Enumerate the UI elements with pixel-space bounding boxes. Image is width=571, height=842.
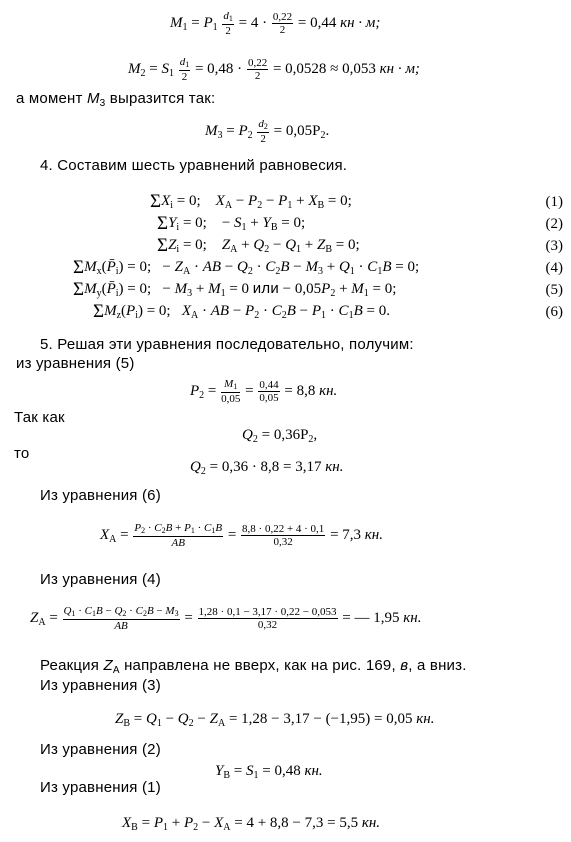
equation-5: $\Sigma M_y(P̄_i) = 0$; − $M_3 + M_1 = 0$ или − $0,05P_2 + M_1 = 0$; <box>73 279 397 300</box>
from-eq1: Из уравнения (1) <box>40 779 161 796</box>
from-eq4: Из уравнения (4) <box>40 571 161 588</box>
from-eq3: Из уравнения (3) <box>40 677 161 694</box>
so-text: Так как <box>14 409 65 426</box>
equation-5-number: (5) <box>545 282 563 298</box>
equation-6-number: (6) <box>545 304 563 320</box>
equation-4: $\Sigma M_x(P̄_i) = 0$; − $Z_A$ · AB − $Q_2 \cdot C_2B - M_3 + Q_1 \cdot C_1B = 0$; <box>73 257 420 278</box>
za-formula: $Z_A$ = $\frac{Q_1 \cdot C_1B - Q_2 \cdot C_2B - M_3}{AB}$ = $\frac{1,28 \cdot 0,1 - 3,17 \cdot 0,22 - 0,053}{0,32}$ = — 1,95 кн. <box>30 605 422 632</box>
p2-formula: $P_2$ = $\frac{M_1}{0,05}$ = $\frac{0,44}{0,05}$ = 8,8 кн. <box>190 378 338 405</box>
reaction-note: Реакция $Z_A$ направлена не вверх, как на рис. 169, в, а вниз. <box>40 657 467 676</box>
equation-2-number: (2) <box>545 216 563 232</box>
from-eq5: из уравнения (5) <box>16 355 135 372</box>
section4-heading: 4. Составим шесть уравнений равновесия. <box>40 157 348 174</box>
from-eq6: Из уравнения (6) <box>40 487 161 504</box>
xb-formula: $X_B = P_1 + P_2 - X_A = 4 + 8,8 - 7,3 = 5,5$ кн. <box>122 815 381 833</box>
formula-m1: $M_1 = P_1$ $\frac{d_1}{2}$ = 4 · $\frac{0,22}{2}$ = 0,44 кн · м; <box>170 10 381 37</box>
m3-intro: а момент $M_3$ выразится так: <box>16 90 216 109</box>
equation-1-number: (1) <box>545 194 563 210</box>
q2-calc: $Q_2 = 0,36 \cdot 8,8 = 3,17$ кн. <box>190 459 344 477</box>
equation-3-number: (3) <box>545 238 563 254</box>
equation-6: $\Sigma M_z(P_i) = 0$; $X_A$ · AB − $P_2 \cdot C_2B - P_1 \cdot C_1B = 0$. <box>93 301 390 322</box>
equation-4-number: (4) <box>545 260 563 276</box>
q2-relation: $Q_2 = 0,36P_2$, <box>242 427 318 445</box>
from-eq2: Из уравнения (2) <box>40 741 161 758</box>
equation-1: $\Sigma X_i = 0$; $X_A - P_2 - P_1 + X_B = 0$; <box>150 191 352 212</box>
yb-formula: $Y_B = S_1 = 0,48$ кн. <box>215 763 323 781</box>
formula-m3: $M_3 = P_2$ $\frac{d_2}{2}$ = $0,05P_2$. <box>205 118 330 145</box>
zb-formula: $Z_B = Q_1 - Q_2 - Z_A = 1,28 - 3,17 - (-1,95) = 0,05$ кн. <box>115 711 435 729</box>
formula-m2: $M_2 = S_1$ $\frac{d_1}{2}$ = 0,48 · $\frac{0,22}{2}$ = 0,0528 ≈ 0,053 кн · м; <box>128 56 420 83</box>
xa-formula: $X_A$ = $\frac{P_2 \cdot C_2B + P_1 \cdot C_1B}{AB}$ = $\frac{8,8 \cdot 0,22 + 4 \cdot 0,1}{0,32}$ = 7,3 кн. <box>100 522 383 549</box>
equation-3: $\Sigma Z_i = 0$; $Z_A + Q_2 - Q_1 + Z_B = 0$; <box>157 235 360 256</box>
section5-heading: 5. Решая эти уравнения последовательно, получим: <box>40 336 414 353</box>
then-text: то <box>14 445 30 462</box>
equation-2: $\Sigma Y_i = 0$; − $S_1 + Y_B = 0$; <box>157 213 306 234</box>
